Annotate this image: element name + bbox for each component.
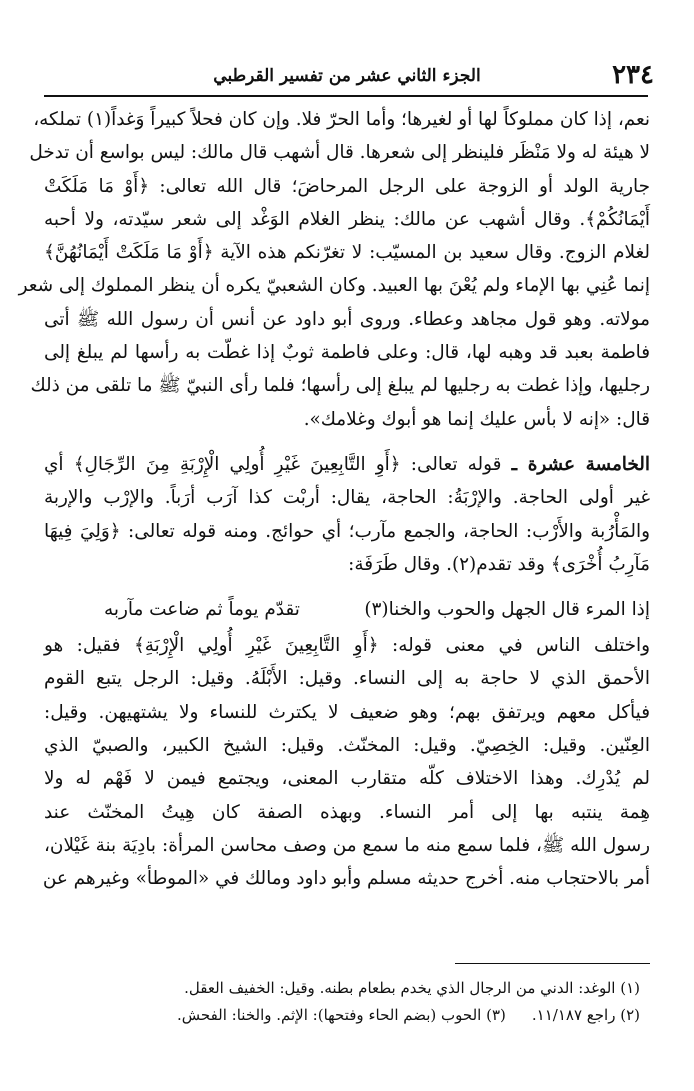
main-text [18, 103, 650, 896]
poetry-verse [44, 593, 650, 629]
footnote-2: (٢) راجع ١١/١٨٧. [531, 1006, 640, 1024]
text-line: لم يُدْرِك. وهذا الاختلاف كلّه متقارب المعنى، ويجتمع فيمن لا فَهْم له ولا [44, 768, 650, 790]
text-line: واختلف الناس في معنى قوله: ﴿أَوِ التَّابِعِينَ غَيْرِ أُولِي الْإِرْبَةِ﴾ فقيل: هو [44, 635, 650, 657]
text-line: فاطمة بعبد قد وهبه لها، قال: وعلى فاطمة ثوبٌ إذا غطّت به رأسها لم يبلغ إلى [44, 342, 650, 364]
text-line: رجليها، وإذا غطت به رجليها لم يبلغ إلى رأسها؛ فلما رأى النبيّ ﷺ ما تلقى من ذلك [30, 375, 650, 397]
text-line: والمَأْرُبة والأَرْب: الحاجة، والجمع مآرب؛ أي حوائج. ومنه قوله تعالى: ﴿وَلِيَ فِيهَا [44, 520, 650, 542]
text-line: أمر بالاحتجاب منه. أخرج حديثه مسلم وأبو داود ومالك في «الموطأ» وغيرهم عن [42, 868, 650, 890]
verse-hemistich-first: إذا المرء قال الجهل والحوب والخنا(٣) [364, 599, 650, 621]
section-heading: الخامسة عشرة ـ [511, 453, 650, 475]
text-line: رسول الله ﷺ، فلما سمع منه ما سمع من وصف محاسن المرأة: بادِيَة بنة غَيْلان، [44, 834, 650, 856]
text-line: الأحمق الذي لا حاجة به إلى النساء. وقيل: الأَبْلَهُ. وقيل: الرجل يتبع القوم [44, 668, 650, 690]
footnote-1: (١) الوغد: الدني من الرجال الذي يخدم بطعام بطنه. وقيل: الخفيف العقل. [184, 979, 640, 997]
text-line: غير أولى الحاجة. والإرْبَةُ: الحاجة، يقال: أربْت كذا آرَب أرَباً. والإرْب والإربة [44, 487, 650, 509]
page-number: ٢٣٤ [612, 60, 654, 90]
footnotes [44, 975, 640, 1029]
footnote-3: (٣) الحوب (بضم الحاء وفتحها): الإثم. والخنا: الفحش. [177, 1006, 506, 1024]
text-line: فيأكل معهم ويرتفق بهم؛ وهو ضعيف لا يكترث للنساء ولا يشتهيهن. وقيل: [44, 701, 650, 723]
verse-hemistich-second: تقدّم يوماً ثم ضاعت مآربه [104, 599, 300, 621]
text-line: العِنّين. وقيل: الخِصِيّ. وقيل: المخنّث. وقيل: الشيخ الكبير، والصبيّ الذي [44, 735, 650, 757]
paragraph-gap [44, 581, 650, 593]
text-line: مولاته. وهو قول مجاهد وعطاء. وروى أبو داود عن أنس أن رسول الله ﷺ أتى [44, 308, 650, 330]
text-line: قال: «إنه لا بأس عليك إنما هو أبوك وغلامك». [303, 408, 650, 430]
section-first-line [44, 448, 650, 481]
paragraph-gap [44, 436, 650, 448]
text-line: جارية الولد أو الزوجة على الرجل المرحاضَ؛ قال الله تعالى: ﴿أَوْ مَا مَلَكَتْ [44, 175, 650, 197]
footnote-line-2 [44, 1002, 640, 1029]
text-line: قوله تعالى: ﴿أَوِ التَّابِعِينَ غَيْرِ أُولِي الْإِرْبَةِ مِنَ الرِّجَالِ﴾ أي [44, 453, 502, 475]
text-line: أَيْمَانُكُمْ﴾. وقال أشهب عن مالك: ينظر الغلام الوَغْد إلى شعر سيّدته، ولا أحبه [44, 208, 650, 230]
text-line: هِمة ينتبه بها إلى أمر النساء. وبهذه الصفة كان هِيتُ المخنّث عند [44, 801, 650, 823]
text-line: إنما عُنِي بها الإماء ولم يُعْنَ بها العبيد. وكان الشعبيّ يكره أن ينظر المملوك إلى شعر [18, 275, 650, 297]
running-header-title: الجزء الثاني عشر من تفسير القرطبي [213, 66, 481, 86]
text-line: نعم، إذا كان مملوكاً لها أو لغيرها؛ وأما الحرّ فلا. وإن كان فحلاً كبيراً وَغداً(١) تملكه، [33, 109, 650, 130]
text-line: لا هيئة له ولا مَنْظَر فلينظر إلى شعرها. قال أشهب قال مالك: ليس بواسع أن تدخل [29, 142, 650, 164]
header-rule [44, 95, 648, 97]
text-line: مَآرِبُ أُخْرَى﴾ وقد تقدم(٢). وقال طَرَفَة: [348, 553, 650, 575]
footnote-rule [455, 963, 650, 964]
text-line: لغلام الزوج. وقال سعيد بن المسيّب: لا تغرّنكم هذه الآية ﴿أَوْ مَا مَلَكَتْ أَيْمَانُهُنَّ﴾ [44, 242, 650, 264]
